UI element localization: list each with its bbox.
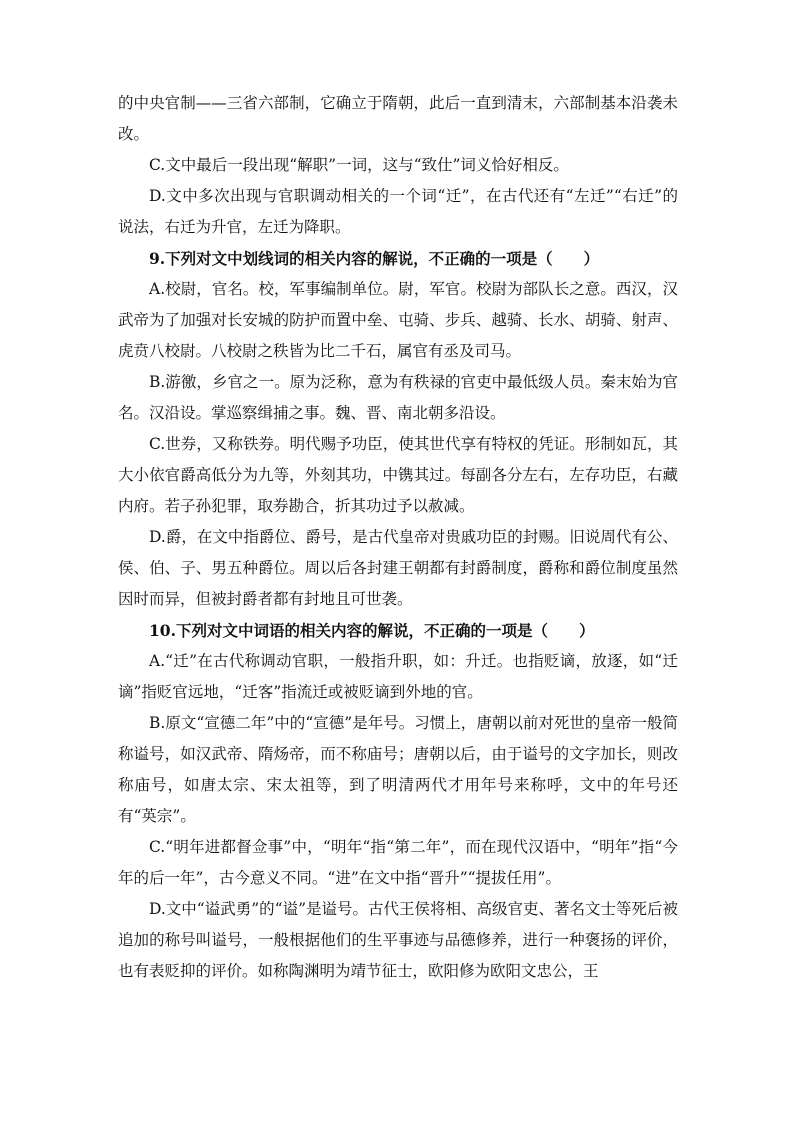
- q9-option-b: B.游徼，乡官之一。原为泛称，意为有秩禄的官吏中最低级人员。秦末始为官名。汉沿设。掌巡察缉捕之事。魏、晋、南北朝多沿设。: [118, 373, 678, 422]
- continuation-paragraph: 的中央官制——三省六部制，它确立于隋朝，此后一直到清末，六部制基本沿袭未改。: [118, 94, 678, 143]
- q10-option-c: C.“明年进都督佥事”中，“明年“指“第二年”，而在现代汉语中，“明年”指“今年的后一年”，古今意义不同。“进”在文中指“晋升”“提拔任用”。: [118, 838, 678, 887]
- q10-option-d: D.文中“谥武勇”的“谥”是谥号。古代王侯将相、高级官吏、著名文士等死后被追加的称号叫谥号，一般根据他们的生平事迹与品德修养，进行一种褒扬的评价，也有表贬抑的评价。如称陶渊明为靖节征士，欧阳修为欧阳文忠公，王: [118, 900, 679, 980]
- document-page: [118, 88, 678, 987]
- q10-option-b: B.原文“宣德二年”中的“宣德”是年号。习惯上，唐朝以前对死世的皇帝一般简称谥号，如汉武帝、隋炀帝，而不称庙号；唐朝以后，由于谥号的文字加长，则改称庙号，如唐太宗、宋太祖等，到了明清两代才用年号来称呼，文中的年号还有“英宗”。: [118, 714, 678, 825]
- q9-option-a: A.校尉，官名。校，军事编制单位。尉，军官。校尉为部队长之意。西汉，汉武帝为了加强对长安城的防护而置中垒、屯骑、步兵、越骑、长水、胡骑、射声、虎贲八校尉。八校尉之秩皆为比二千石，属官有丞及司马。: [118, 280, 678, 360]
- q9-title: 9.下列对文中划线词的相关内容的解说，不正确的一项是（ ）: [149, 249, 600, 268]
- q10-title: 10.下列对文中词语的相关内容的解说，不正确的一项是（ ）: [149, 621, 595, 640]
- q8-option-c: C.文中最后一段出现“解职”一词，这与“致仕”词义恰好相反。: [149, 156, 569, 174]
- q10-option-a: A.“迁”在古代称调动官职，一般指升职，如：升迁。也指贬谪，放逐，如“迁谪”指贬官远地，“迁客”指流迁或被贬谪到外地的官。: [118, 652, 678, 701]
- q8-option-d: D.文中多次出现与官职调动相关的一个词“迁”，在古代还有“左迁”“右迁”的说法，右迁为升官，左迁为降职。: [118, 187, 678, 236]
- q9-option-c: C.世券，又称铁券。明代赐予功臣，使其世代享有特权的凭证。形制如瓦，其大小依官爵高低分为九等，外刻其功，中镌其过。每副各分左右，左存功臣，右藏内府。若子孙犯罪，取券勘合，折其功过予以赦减。: [118, 435, 678, 515]
- q9-option-d: D.爵，在文中指爵位、爵号，是古代皇帝对贵戚功臣的封赐。旧说周代有公、侯、伯、子、男五种爵位。周以后各封建王朝都有封爵制度，爵称和爵位制度虽然因时而异，但被封爵者都有封地且可世袭。: [118, 528, 678, 608]
